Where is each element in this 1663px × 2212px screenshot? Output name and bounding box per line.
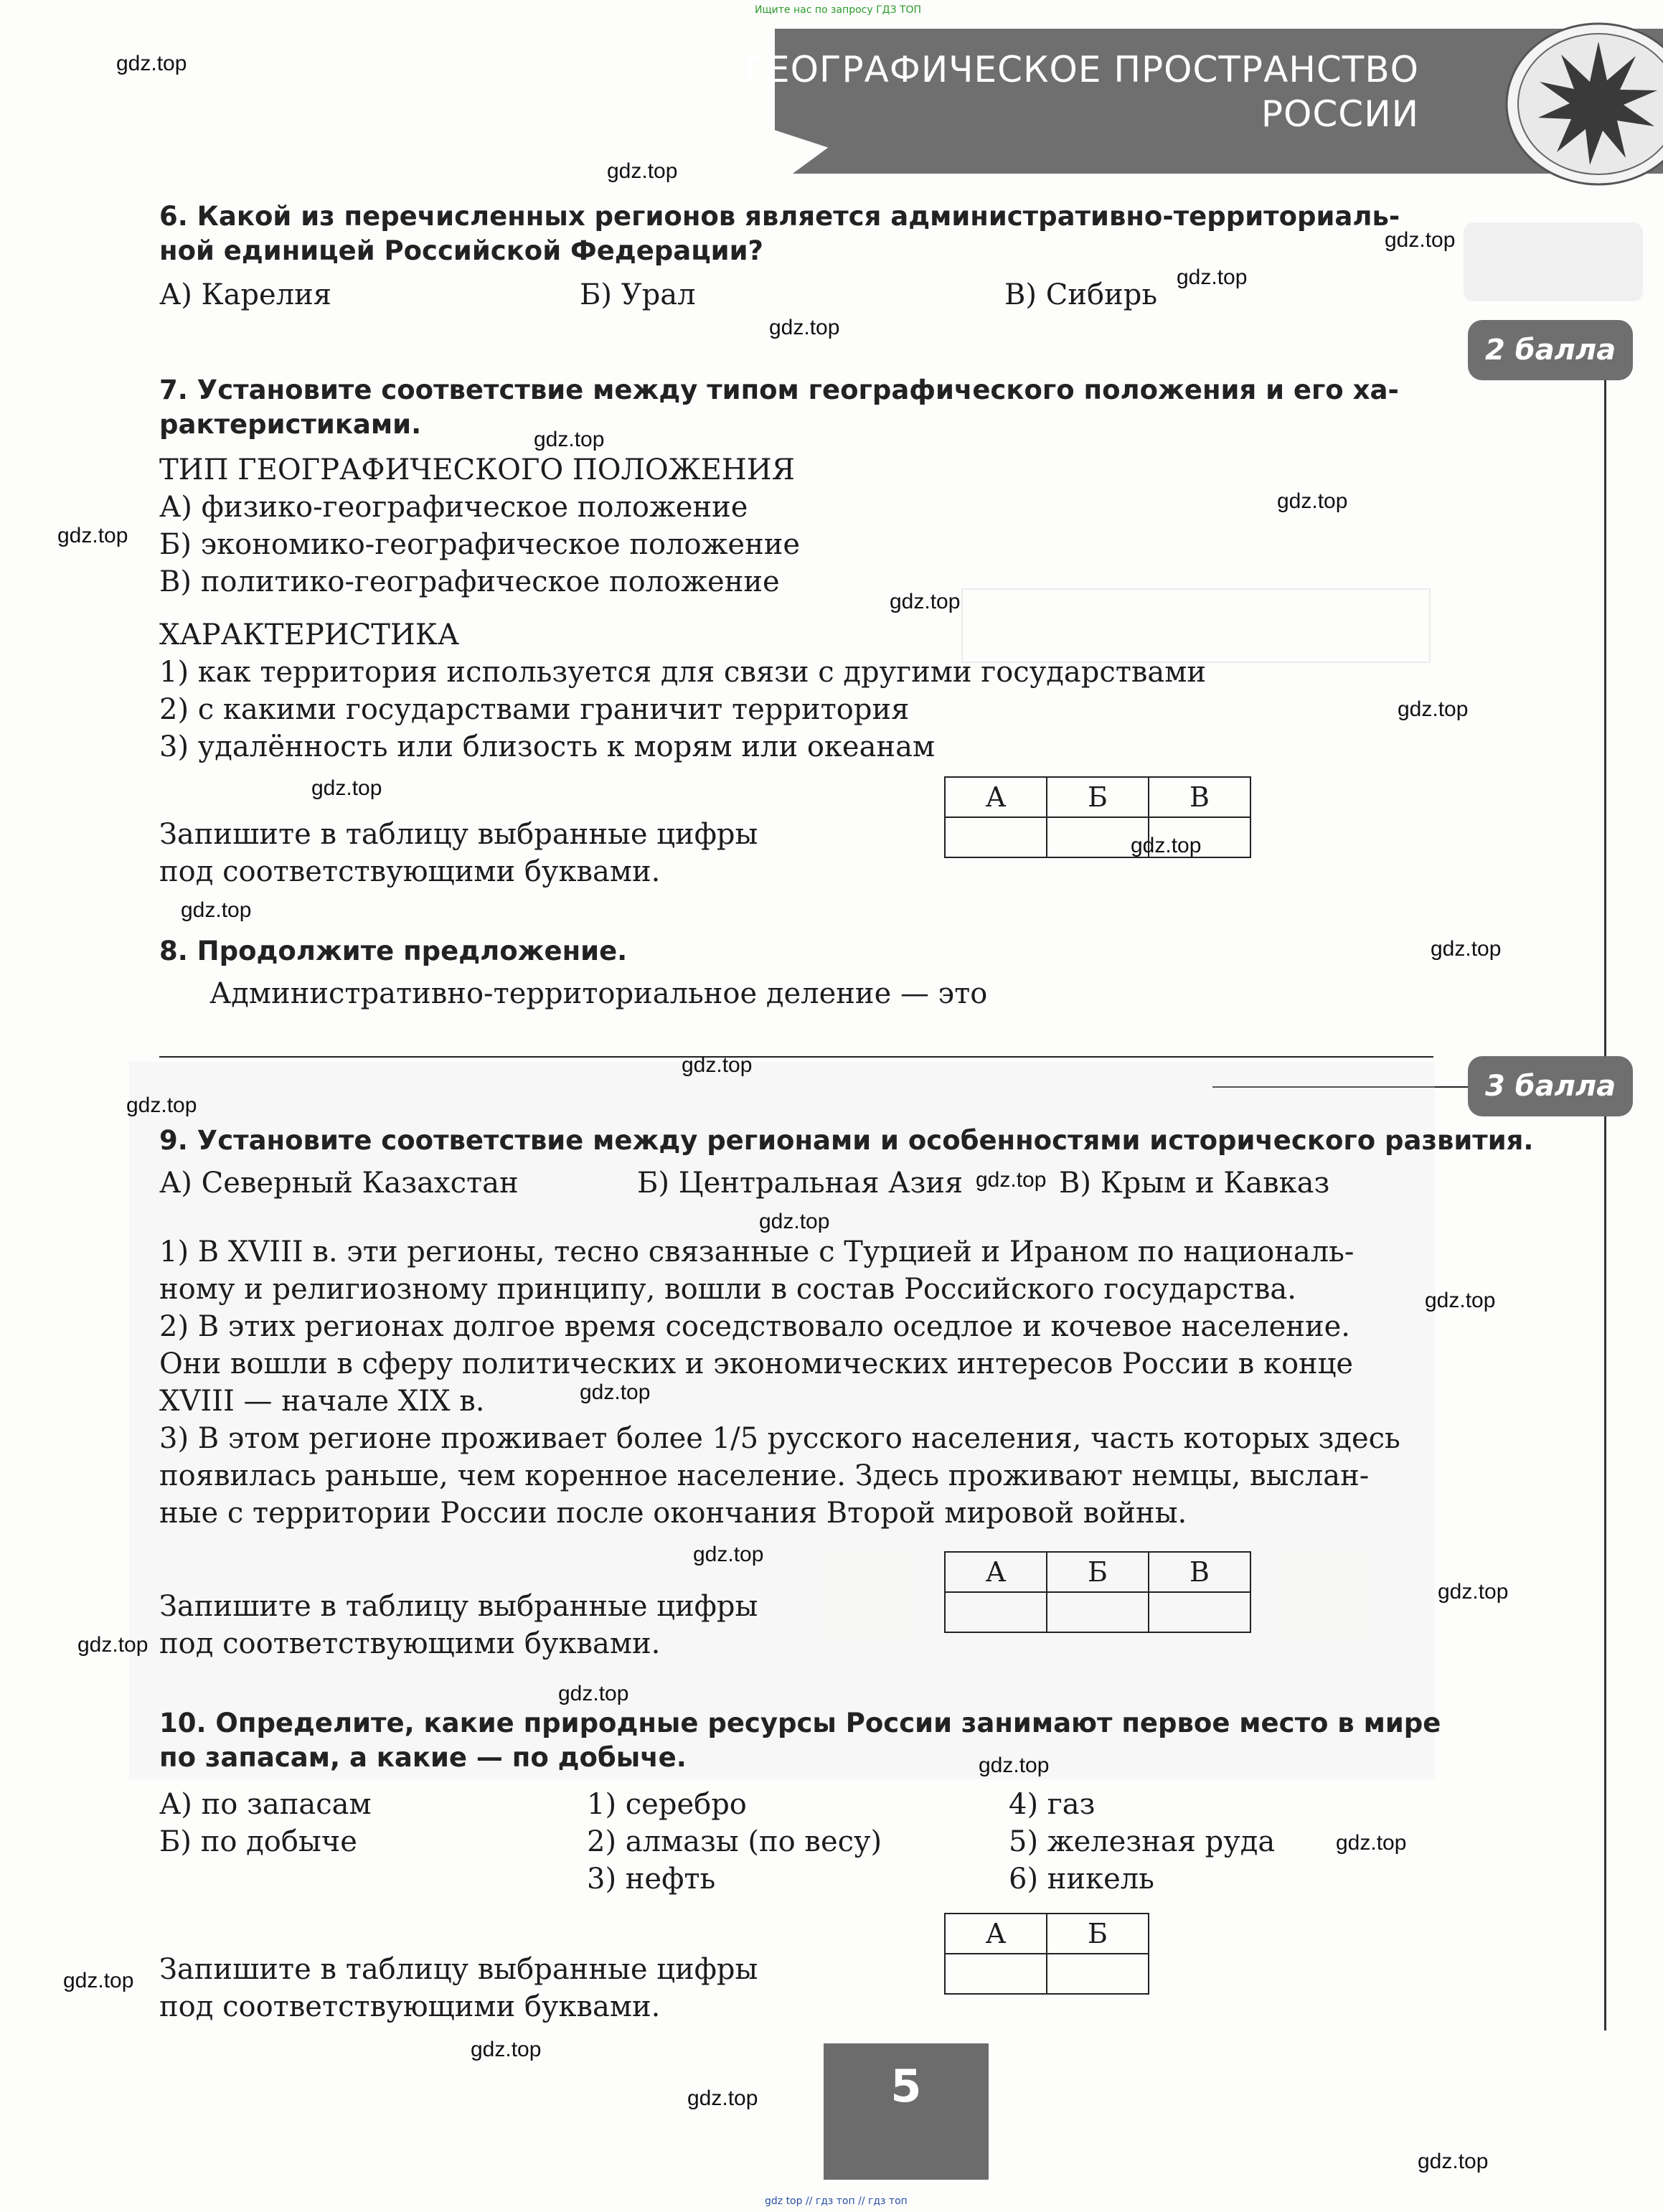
- watermark: gdz.top: [126, 1093, 197, 1117]
- q9-region-a: А) Северный Казахстан: [159, 1167, 519, 1200]
- q9-instruction-1: Запишите в таблицу выбранные цифры: [159, 1590, 758, 1623]
- top-banner: Ищите нас по запросу ГДЗ ТОП: [755, 4, 922, 16]
- q7-instruction-2: под соответствующими буквами.: [159, 855, 661, 888]
- q7-head-char: ХАРАКТЕРИСТИКА: [159, 618, 460, 651]
- watermark: gdz.top: [1425, 1289, 1496, 1312]
- q10-title-line2: по запасам, а какие — по добыче.: [159, 1742, 687, 1773]
- q9-region-c: В) Крым и Кавказ: [1059, 1167, 1330, 1200]
- q7-type-b: Б) экономико-географическое положение: [159, 528, 801, 561]
- q10-answer-cell-a[interactable]: [945, 1954, 1047, 1994]
- q9-region-b: Б) Центральная Азия: [637, 1167, 964, 1200]
- q10-col-a-2: Б) по добыче: [159, 1825, 357, 1858]
- page-fold-shadow: [1464, 222, 1643, 301]
- q10-col-c-3: 6) никель: [1009, 1863, 1154, 1896]
- q9-line-6: 3) В этом регионе проживает более 1/5 русского населения, часть которых здесь: [159, 1422, 1400, 1455]
- watermark: gdz.top: [1177, 265, 1248, 289]
- watermark: gdz.top: [1385, 228, 1456, 252]
- bottom-banner: gdz top // гдз топ // гдз топ: [765, 2195, 908, 2207]
- q7-char-2: 2) с какими государствами граничит территория: [159, 693, 910, 726]
- q7-instruction-1: Запишите в таблицу выбранные цифры: [159, 818, 758, 851]
- q6-title-line2: ной единицей Российской Федерации?: [159, 235, 763, 266]
- watermark: gdz.top: [1131, 834, 1202, 857]
- q10-col-b-3: 3) нефть: [587, 1863, 716, 1896]
- watermark: gdz.top: [534, 428, 605, 451]
- q10-answer-table: [944, 1913, 1149, 1995]
- q6-option-a: А) Карелия: [159, 278, 331, 311]
- q10-table-header-a: А: [945, 1914, 1047, 1954]
- q9-line-5: XVIII — начале XIX в.: [159, 1385, 485, 1418]
- watermark: gdz.top: [1336, 1831, 1407, 1855]
- q9-table-header-a: А: [945, 1552, 1047, 1592]
- q8-answer-line[interactable]: [159, 1056, 1433, 1058]
- q10-title-line1: 10. Определите, какие природные ресурсы России занимают первое место в мире: [159, 1708, 1441, 1738]
- q9-line-8: ные с территории России после окончания Второй мировой войны.: [159, 1497, 1187, 1530]
- q9-answer-cell-c[interactable]: [1149, 1592, 1250, 1632]
- q7-title-line2: рактеристиками.: [159, 409, 422, 440]
- q10-col-b-1: 1) серебро: [587, 1788, 747, 1821]
- q8-text: Административно-территориальное деление — это: [209, 977, 988, 1010]
- q9-line-2: ному и религиозному принципу, вошли в состав Российского государства.: [159, 1273, 1296, 1306]
- q10-col-b-2: 2) алмазы (по весу): [587, 1825, 882, 1858]
- watermark: gdz.top: [687, 2086, 758, 2110]
- chapter-title-line1: ГЕОГРАФИЧЕСКОЕ ПРОСТРАНСТВО: [744, 49, 1419, 90]
- watermark: gdz.top: [1431, 937, 1502, 961]
- q9-table-header-b: Б: [1047, 1552, 1149, 1592]
- q9-line-7: появилась раньше, чем коренное население. Здесь проживают немцы, выслан-: [159, 1459, 1370, 1492]
- q6-option-c: В) Сибирь: [1004, 278, 1158, 311]
- q10-col-c-1: 4) газ: [1009, 1788, 1096, 1821]
- watermark: gdz.top: [693, 1543, 764, 1566]
- q7-table-header-a: А: [945, 777, 1047, 817]
- q9-line-3: 2) В этих регионах долгое время соседствовало оседлое и кочевое население.: [159, 1310, 1350, 1343]
- watermark: gdz.top: [1418, 2150, 1489, 2173]
- q10-col-a-1: А) по запасам: [159, 1788, 372, 1821]
- watermark: gdz.top: [77, 1633, 149, 1657]
- q7-title: [159, 373, 1465, 442]
- q10-title: [159, 1706, 1465, 1775]
- q9-answer-table: [944, 1551, 1251, 1633]
- chapter-title: [745, 47, 1419, 136]
- q7-type-c: В) политико-географическое положение: [159, 565, 780, 598]
- q10-instruction-2: под соответствующими буквами.: [159, 1990, 661, 2023]
- watermark: gdz.top: [1277, 489, 1348, 513]
- watermark: gdz.top: [976, 1168, 1047, 1192]
- q10-instruction-1: Запишите в таблицу выбранные цифры: [159, 1953, 758, 1986]
- q9-line-1: 1) В XVIII в. эти регионы, тесно связанные с Турцией и Ираном по националь-: [159, 1236, 1355, 1269]
- chapter-title-line2: РОССИИ: [1261, 93, 1419, 135]
- q10-col-c-2: 5) железная руда: [1009, 1825, 1276, 1858]
- q7-type-a: А) физико-географическое положение: [159, 491, 748, 524]
- q10-table-header-b: Б: [1047, 1914, 1149, 1954]
- watermark: gdz.top: [57, 524, 128, 547]
- q9-answer-cell-a[interactable]: [945, 1592, 1047, 1632]
- q10-answer-cell-b[interactable]: [1047, 1954, 1149, 1994]
- q6-title-line1: 6. Какой из перечисленных регионов является административно-территориаль-: [159, 201, 1400, 232]
- watermark: gdz.top: [682, 1053, 753, 1077]
- q7-answer-cell-a[interactable]: [945, 817, 1047, 857]
- q7-char-1: 1) как территория используется для связи с другими государствами: [159, 656, 1206, 689]
- watermark: gdz.top: [116, 52, 187, 75]
- watermark: gdz.top: [181, 898, 252, 922]
- watermark: gdz.top: [63, 1969, 134, 1992]
- margin-vertical-line: [1604, 359, 1606, 2030]
- score-badge-2: 2 балла: [1468, 320, 1633, 380]
- q9-table-header-c: В: [1149, 1552, 1250, 1592]
- watermark: gdz.top: [607, 159, 678, 183]
- watermark: gdz.top: [769, 316, 840, 339]
- watermark: gdz.top: [759, 1210, 830, 1233]
- q7-table-header-c: В: [1149, 777, 1250, 817]
- q9-instruction-2: под соответствующими буквами.: [159, 1627, 661, 1660]
- watermark: gdz.top: [1398, 697, 1469, 721]
- watermark: gdz.top: [311, 776, 382, 800]
- q7-table-header-b: Б: [1047, 777, 1149, 817]
- watermark: gdz.top: [580, 1380, 651, 1404]
- star-emblem-icon: [1476, 22, 1663, 187]
- score-badge-3: 3 балла: [1468, 1056, 1633, 1116]
- q7-head-type: ТИП ГЕОГРАФИЧЕСКОГО ПОЛОЖЕНИЯ: [159, 453, 795, 486]
- watermark: gdz.top: [471, 2038, 542, 2061]
- watermark: gdz.top: [979, 1754, 1050, 1777]
- watermark: gdz.top: [890, 590, 961, 613]
- q9-answer-cell-b[interactable]: [1047, 1592, 1149, 1632]
- page-number: 5: [824, 2043, 989, 2180]
- q9-line-4: Они вошли в сферу политических и экономических интересов России в конце: [159, 1347, 1354, 1380]
- bleed-through-box: [961, 588, 1431, 663]
- watermark: gdz.top: [558, 1682, 629, 1705]
- q8-title: 8. Продолжите предложение.: [159, 936, 628, 966]
- q6-option-b: Б) Урал: [580, 278, 696, 311]
- q7-answer-table: [944, 776, 1251, 858]
- q7-title-line1: 7. Установите соответствие между типом географического положения и его ха-: [159, 375, 1399, 405]
- watermark: gdz.top: [1438, 1580, 1509, 1604]
- q6-title: [159, 199, 1465, 268]
- q9-title: 9. Установите соответствие между регионами и особенностями исторического развития.: [159, 1125, 1534, 1156]
- q7-char-3: 3) удалённость или близость к морям или океанам: [159, 730, 936, 763]
